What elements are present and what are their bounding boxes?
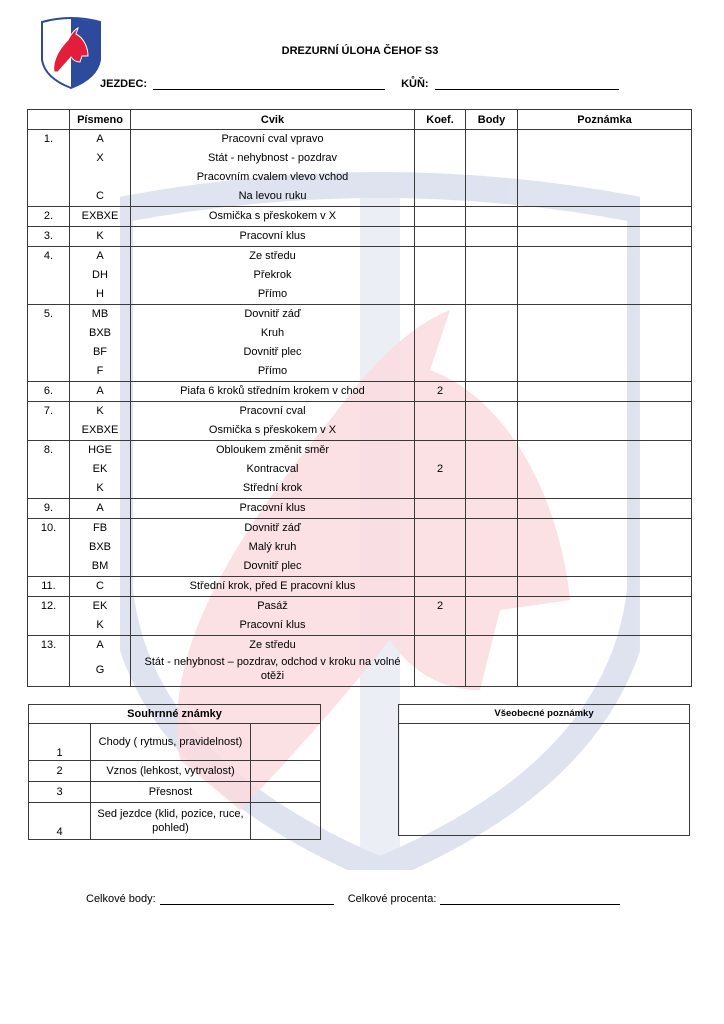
remark-cell[interactable] <box>518 227 692 247</box>
points-cell[interactable] <box>466 207 518 227</box>
table-row <box>28 305 692 382</box>
horse-name-field[interactable] <box>435 79 619 90</box>
movement: Překrok <box>253 269 292 281</box>
summary-number: 1 <box>29 724 91 761</box>
letter: BXB <box>88 327 111 339</box>
table-row <box>28 441 692 499</box>
movement: Stát - nehybnost - pozdrav <box>207 152 337 164</box>
movement: Na levou ruku <box>238 190 307 202</box>
points-cell[interactable] <box>466 402 518 441</box>
movement: Dovnitř plec <box>243 346 302 358</box>
remark-cell[interactable] <box>518 499 692 519</box>
movement: Dovnitř záď <box>244 522 301 534</box>
movement: Ze středu <box>249 639 296 651</box>
rider-name-field[interactable] <box>153 79 385 90</box>
letter: A <box>96 250 104 262</box>
letter: EK <box>92 463 108 475</box>
table-header-row <box>28 110 692 130</box>
table-row <box>28 130 692 207</box>
letter: FB <box>92 522 108 534</box>
coefficient: 2 <box>436 463 444 475</box>
row-number: 2. <box>43 210 54 222</box>
row-number: 10. <box>40 522 57 534</box>
shield-logo <box>40 16 102 90</box>
movement: Pracovní klus <box>239 230 306 242</box>
points-cell[interactable] <box>466 382 518 402</box>
column-header-coefficient: Koef. <box>415 110 466 130</box>
points-cell[interactable] <box>466 519 518 577</box>
table-row <box>28 402 692 441</box>
summary-row <box>29 724 321 761</box>
movement: Piafa 6 kroků středním krokem v chod <box>180 385 365 397</box>
row-number: 7. <box>43 405 54 417</box>
remark-cell[interactable] <box>518 441 692 499</box>
letter: EXBXE <box>81 424 119 436</box>
remark-cell[interactable] <box>518 636 692 687</box>
points-cell[interactable] <box>466 130 518 207</box>
points-cell[interactable] <box>466 577 518 597</box>
column-header-movement: Cvik <box>131 110 415 130</box>
movement: Ze středu <box>249 250 296 262</box>
coefficient: 2 <box>436 600 444 612</box>
movement: Stát - nehybnost – pozdrav, odchod v kroku na volné otěži <box>144 656 401 682</box>
letter: H <box>96 288 104 300</box>
rider-label: JEZDEC: <box>100 78 148 90</box>
letter: G <box>95 664 105 676</box>
summary-score-cell[interactable] <box>251 761 321 782</box>
movement: Pracovní cval <box>239 405 306 417</box>
letter <box>70 168 130 187</box>
movement: Obloukem změnit směr <box>215 444 330 456</box>
movement: Malý kruh <box>248 541 297 553</box>
movement: Střední krok, před E pracovní klus <box>189 580 356 592</box>
total-percent-label: Celkové procenta: <box>347 893 437 905</box>
row-number: 1. <box>43 133 54 145</box>
table-row <box>28 577 692 597</box>
letter: K <box>96 405 104 417</box>
row-number: 9. <box>43 502 54 514</box>
remark-cell[interactable] <box>518 519 692 577</box>
coefficient-cell <box>415 207 466 227</box>
row-number: 8. <box>43 444 54 456</box>
letter: A <box>96 133 104 145</box>
movement: Pasáž <box>257 600 288 612</box>
movement: Kruh <box>260 327 285 339</box>
letter: MB <box>91 308 109 320</box>
letter: BF <box>92 346 108 358</box>
letter: A <box>96 502 104 514</box>
points-cell[interactable] <box>466 247 518 305</box>
summary-number: 2 <box>29 761 91 782</box>
table-row <box>28 227 692 247</box>
table-row <box>28 207 692 227</box>
row-number: 5. <box>43 308 54 320</box>
summary-title: Souhrnné známky <box>29 705 321 724</box>
coefficient-cell <box>415 636 466 687</box>
coefficient-cell <box>415 519 466 577</box>
column-header-letter: Písmeno <box>70 110 131 130</box>
table-row <box>28 499 692 519</box>
table-row <box>28 519 692 577</box>
points-cell[interactable] <box>466 305 518 382</box>
points-cell[interactable] <box>466 499 518 519</box>
total-points-label: Celkové body: <box>86 893 156 905</box>
remark-cell[interactable] <box>518 402 692 441</box>
totals-line <box>86 893 620 905</box>
coefficient-cell <box>415 130 466 207</box>
movement: Osmička s přeskokem v X <box>208 424 337 436</box>
summary-number: 4 <box>29 803 91 840</box>
summary-score-cell[interactable] <box>251 782 321 803</box>
movement: Dovnitř plec <box>243 560 302 572</box>
remark-cell[interactable] <box>518 305 692 382</box>
letter: BM <box>91 560 109 572</box>
summary-row <box>29 803 321 840</box>
letter: K <box>96 482 104 494</box>
summary-score-cell[interactable] <box>251 803 321 840</box>
coefficient: 2 <box>436 385 444 397</box>
letter: F <box>96 365 104 377</box>
rider-horse-line <box>100 78 619 90</box>
coefficient-cell <box>415 402 466 441</box>
row-number: 13. <box>40 639 57 651</box>
row-number: 11. <box>41 580 56 592</box>
row-number: 4. <box>43 250 54 262</box>
summary-label: Přesnost <box>91 782 251 803</box>
letter: BXB <box>88 541 111 553</box>
movement: Střední krok <box>242 482 303 494</box>
summary-label: Chody ( rytmus, pravidelnost) <box>91 724 251 761</box>
points-cell[interactable] <box>466 636 518 687</box>
movement: Kontracval <box>246 463 299 475</box>
horse-label: KŮŇ: <box>401 78 429 90</box>
letter: C <box>96 190 104 202</box>
summary-number: 3 <box>29 782 91 803</box>
movement: Osmička s přeskokem v X <box>208 210 337 222</box>
row-number: 6. <box>43 385 54 397</box>
remark-cell[interactable] <box>518 577 692 597</box>
letter: K <box>96 230 104 242</box>
movement: Pracovní cval vpravo <box>221 133 324 145</box>
letter: A <box>96 639 104 651</box>
remark-cell[interactable] <box>518 207 692 227</box>
remark-cell[interactable] <box>518 597 692 636</box>
column-header-number <box>28 110 70 130</box>
summary-row <box>29 761 321 782</box>
coefficient-cell <box>415 577 466 597</box>
points-cell[interactable] <box>466 227 518 247</box>
letter: K <box>96 619 104 631</box>
summary-label: Vznos (lehkost, vytrvalost) <box>91 761 251 782</box>
movement: Přímo <box>257 365 288 377</box>
movement: Pracovní klus <box>239 502 306 514</box>
letter: HGE <box>88 444 112 456</box>
page-title: DREZURNÍ ÚLOHA ČEHOF S3 <box>281 45 439 57</box>
total-points-field[interactable] <box>160 894 334 905</box>
row-number: 12. <box>40 600 57 612</box>
letter: DH <box>92 269 108 281</box>
general-notes-box[interactable] <box>398 704 690 836</box>
letter: A <box>96 385 104 397</box>
summary-score-cell[interactable] <box>251 724 321 761</box>
remark-cell[interactable] <box>518 247 692 305</box>
remark-cell[interactable] <box>518 130 692 207</box>
table-row <box>28 597 692 636</box>
table-row <box>28 382 692 402</box>
test-movements-table <box>27 109 692 687</box>
coefficient-cell <box>415 305 466 382</box>
letter: EXBXE <box>81 210 119 222</box>
row-number: 3. <box>43 230 54 242</box>
letter: EK <box>92 600 108 612</box>
movement: Dovnitř záď <box>244 308 301 320</box>
points-cell[interactable] <box>466 597 518 636</box>
coefficient-cell <box>415 499 466 519</box>
coefficient-cell <box>415 247 466 305</box>
summary-label: Sed jezdce (klid, pozice, ruce, pohled) <box>91 803 251 840</box>
column-header-points: Body <box>466 110 518 130</box>
points-cell[interactable] <box>466 441 518 499</box>
coefficient-cell <box>415 227 466 247</box>
summary-marks-table <box>28 704 321 840</box>
remark-cell[interactable] <box>518 382 692 402</box>
general-notes-title: Všeobecné poznámky <box>399 705 689 724</box>
movement: Přímo <box>257 288 288 300</box>
letter: C <box>96 580 104 592</box>
total-percent-field[interactable] <box>440 894 620 905</box>
summary-row <box>29 782 321 803</box>
table-row <box>28 636 692 687</box>
letter: X <box>96 152 104 164</box>
movement: Pracovní klus <box>239 619 306 631</box>
movement: Pracovním cvalem vlevo vchod <box>196 171 349 183</box>
column-header-remark: Poznámka <box>518 110 692 130</box>
table-row <box>28 247 692 305</box>
